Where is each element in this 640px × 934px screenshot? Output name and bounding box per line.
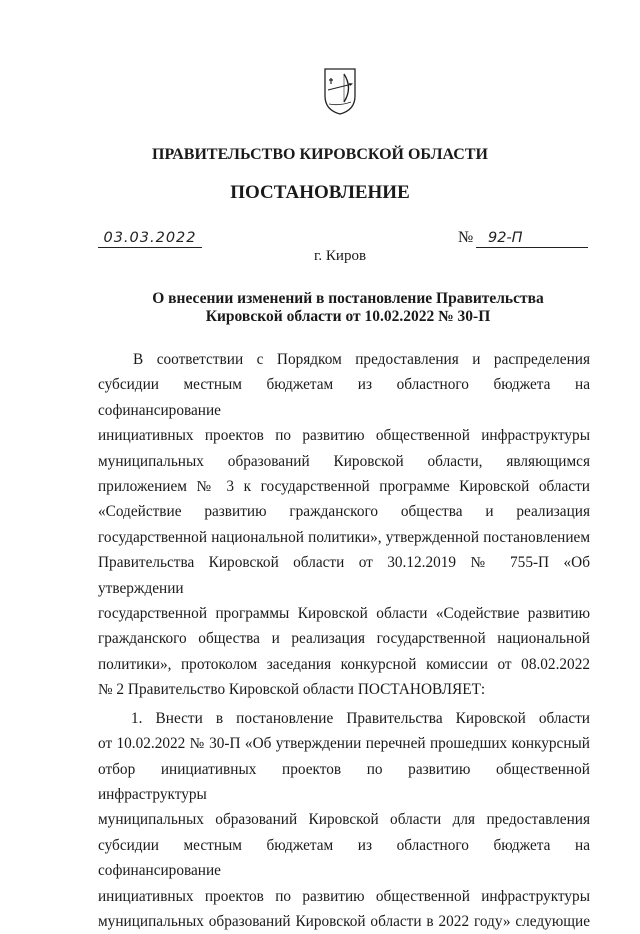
body-line: муниципальных образований Кировской области в 2022 году» следующие	[98, 912, 590, 930]
body-line: муниципальных образований Кировской области для предоставления	[98, 811, 590, 829]
document-subject	[0, 290, 640, 326]
body-line: государственной национальной политики», утвержденной постановлением	[98, 528, 590, 546]
body-line: приложением № 3 к государственной программе Кировской области	[98, 478, 590, 496]
city: г. Киров	[313, 248, 367, 264]
subject-line: Кировской области от 10.02.2022 № 30-П	[205, 308, 491, 325]
body-line: гражданского общества и реализация государственной национальной	[98, 630, 590, 648]
body-line: инициативных проектов по развитию общественной инфраструктуры	[98, 427, 590, 445]
document-body	[98, 347, 590, 934]
number-label: №	[458, 229, 474, 246]
body-line: инициативных проектов по развитию общественной инфраструктуры	[98, 887, 590, 905]
body-line: Правительства Кировской области от 30.12.2019 № 755-П «Об утверждении	[98, 554, 590, 597]
body-line: 1. Внести в постановление Правительства Кировской области	[131, 709, 590, 727]
document-number: 92-П	[476, 229, 588, 248]
body-line: политики», протоколом заседания конкурсной комиссии от 08.02.2022	[98, 655, 590, 673]
body-line: от 10.02.2022 № 30-П «Об утверждении перечней прошедших конкурсный	[98, 735, 590, 753]
body-line: отбор инициативных проектов по развитию общественной инфраструктуры	[98, 760, 590, 803]
document-type: ПОСТАНОВЛЕНИЕ	[230, 182, 410, 203]
coat-of-arms-icon	[322, 66, 358, 116]
body-line: государственной программы Кировской области «Содействие развитию	[98, 605, 590, 623]
body-line: В соответствии с Порядком предоставления и распределения	[133, 351, 590, 368]
body-line: муниципальных образований Кировской области, являющимся	[98, 452, 590, 470]
body-line: «Содействие развитию гражданского общества и реализация	[98, 503, 590, 521]
body-line: субсидии местным бюджетам из областного бюджета на софинансирование	[98, 836, 590, 880]
body-line: субсидии местным бюджетам из областного бюджета на софинансирование	[98, 376, 590, 419]
document-date: 03.03.2022	[98, 229, 202, 248]
subject-line: О внесении изменений в постановление Правительства	[152, 290, 544, 307]
body-line: № 2 Правительство Кировской области ПОСТАНОВЛЯЕТ:	[98, 681, 486, 699]
organization-title: ПРАВИТЕЛЬСТВО КИРОВСКОЙ ОБЛАСТИ	[152, 146, 488, 163]
